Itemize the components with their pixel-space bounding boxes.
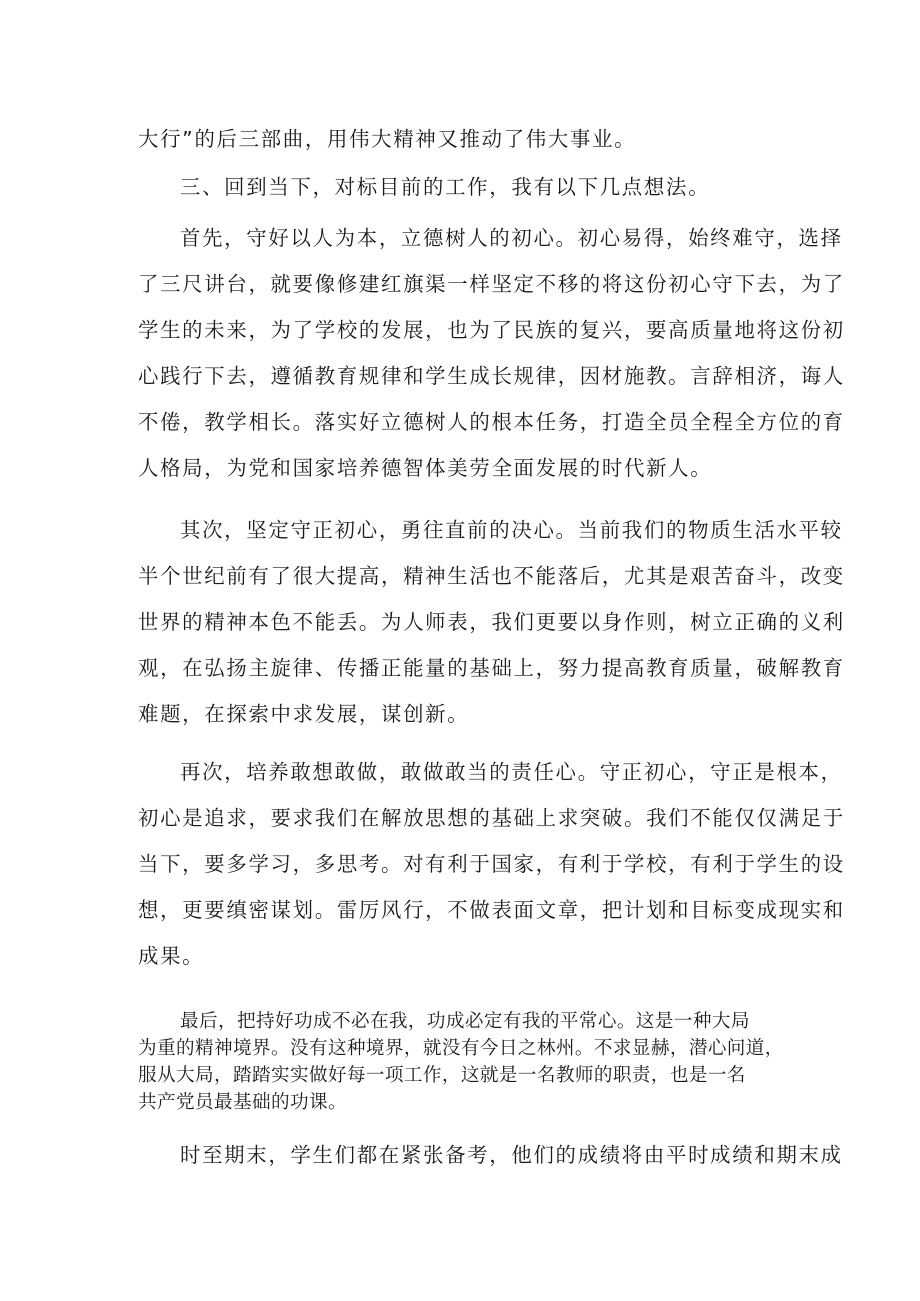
paragraph-line: 成果。: [138, 944, 205, 968]
paragraph-line: 服从大局，踏踏实实做好每一项工作，这就是一名教师的职责，也是一名: [138, 1065, 746, 1086]
paragraph-line: 大行”的后三部曲，用伟大精神又推动了伟大事业。: [138, 127, 637, 151]
paragraph-line: 当下，要多学习，多思考。对有利于国家，有利于学校，有利于学生的设: [138, 852, 845, 876]
paragraph-line: 心践行下去，遵循教育规律和学生成长规律，因材施教。言辞相济，诲人: [138, 364, 845, 388]
paragraph-line: 为重的精神境界。没有这种境界，就没有今日之林州。不求显赫，潜心问道，: [138, 1038, 784, 1059]
paragraph-line: 难题，在探索中求发展，谋创新。: [138, 702, 470, 726]
paragraph-line: 最后，把持好功成不必在我，功成必定有我的平常心。这是一种大局: [180, 1011, 750, 1032]
paragraph-line: 想，更要缜密谋划。雷厉风行，不做表面文章，把计划和目标变成现实和: [138, 898, 845, 922]
paragraph-line: 其次，坚定守正初心，勇往直前的决心。当前我们的物质生活水平较: [180, 518, 843, 542]
paragraph-line: 首先，守好以人为本，立德树人的初心。初心易得，始终难守，选择: [180, 226, 843, 250]
paragraph-line: 观，在弘扬主旋律、传播正能量的基础上，努力提高教育质量，破解教育: [138, 656, 845, 680]
section-heading: 三、回到当下，对标目前的工作，我有以下几点想法。: [180, 175, 711, 199]
paragraph-line: 人格局，为党和国家培养德智体美劳全面发展的时代新人。: [138, 456, 713, 480]
paragraph-line: 共产党员最基础的功课。: [138, 1092, 347, 1113]
paragraph-line: 世界的精神本色不能丢。为人师表，我们更要以身作则，树立正确的义利: [138, 610, 845, 634]
paragraph-line: 学生的未来，为了学校的发展，也为了民族的复兴，要高质量地将这份初: [138, 318, 845, 342]
paragraph-line: 再次，培养敢想敢做，敢做敢当的责任心。守正初心，守正是根本，: [180, 760, 843, 784]
paragraph-line: 初心是追求，要求我们在解放思想的基础上求突破。我们不能仅仅满足于: [138, 806, 845, 830]
paragraph-line: 了三尺讲台，就要像修建红旗渠一样坚定不移的将这份初心守下去，为了: [138, 272, 845, 296]
paragraph-line: 时至期末，学生们都在紧张备考，他们的成绩将由平时成绩和期末成: [180, 1143, 843, 1167]
paragraph-line: 半个世纪前有了很大提高，精神生活也不能落后，尤其是艰苦奋斗，改变: [138, 564, 845, 588]
paragraph-line: 不倦，教学相长。落实好立德树人的根本任务，打造全员全程全方位的育: [138, 410, 845, 434]
